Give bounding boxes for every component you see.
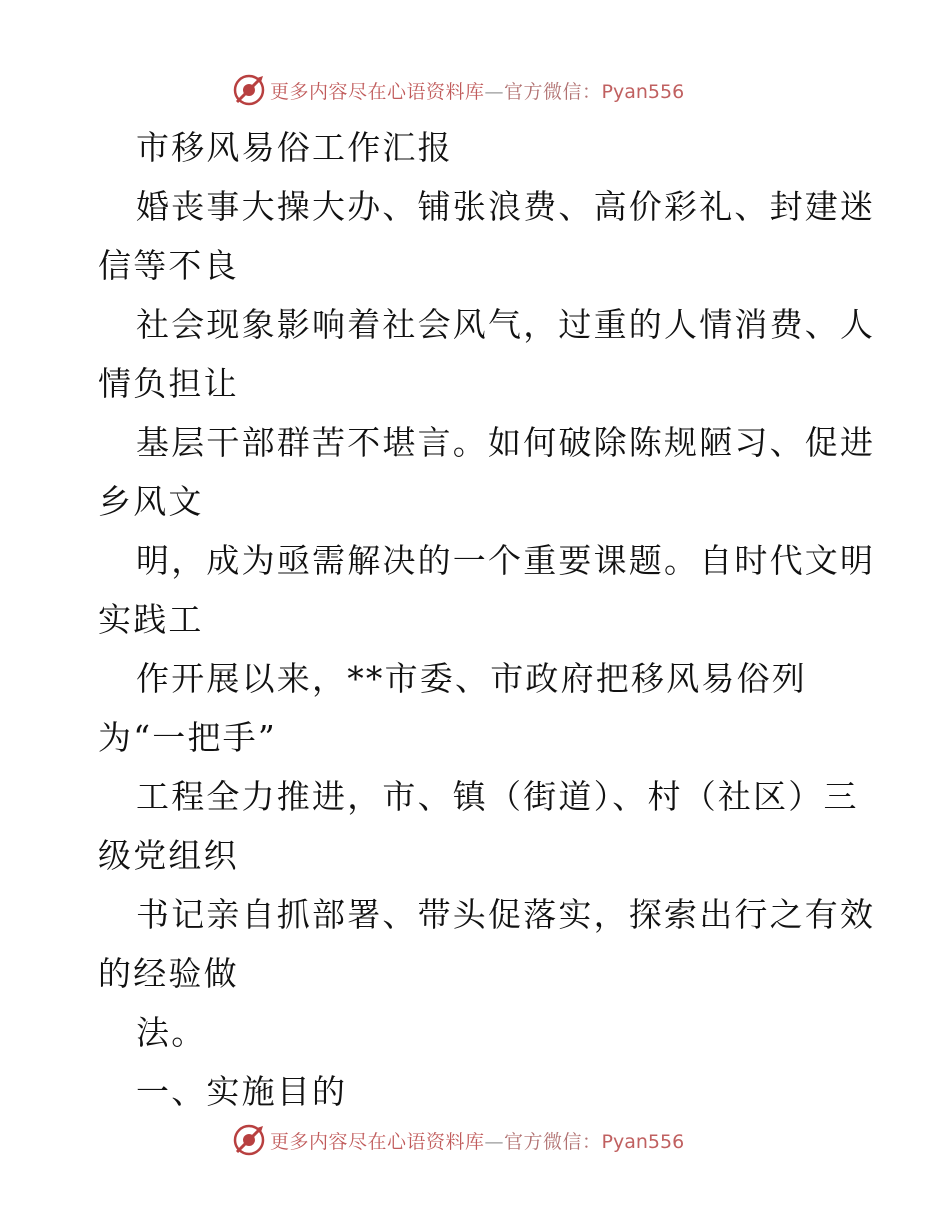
banner-wechat-label: 官方微信： (504, 1130, 602, 1153)
doc-line: 市移风易俗工作汇报 (136, 128, 453, 167)
banner-dash: — (484, 1130, 505, 1153)
section-heading: 一、实施目的 (136, 1072, 348, 1111)
banner-dash: — (484, 80, 505, 103)
banner-main-text: 更多内容尽在心语资料库 (270, 1130, 485, 1153)
banner-wechat-label: 官方微信： (504, 80, 602, 103)
header-banner (232, 72, 684, 108)
banner-wechat-id: Pyan556 (601, 1130, 685, 1153)
doc-line: 实践工 (98, 600, 204, 639)
doc-line: 基层干部群苦不堪言。如何破除陈规陋习、促进 (136, 423, 876, 462)
doc-line: 的经验做 (98, 954, 239, 993)
doc-line: 法。 (136, 1013, 207, 1052)
banner-wechat-id: Pyan556 (601, 80, 685, 103)
doc-line: 婚丧事大操大办、铺张浪费、高价彩礼、封建迷 (136, 187, 876, 226)
doc-line: 级党组织 (98, 836, 239, 875)
banner-main-text: 更多内容尽在心语资料库 (270, 80, 485, 103)
doc-line: 社会现象影响着社会风气，过重的人情消费、人 (136, 305, 876, 344)
doc-line: 工程全力推进，市、镇（街道）、村（社区）三 (136, 777, 859, 816)
doc-line: 作开展以来，**市委、市政府把移风易俗列 (136, 659, 807, 698)
doc-line: 为“一把手” (98, 718, 277, 757)
footer-banner (232, 1122, 684, 1158)
doc-line: 明，成为亟需解决的一个重要课题。自时代文明 (136, 541, 876, 580)
doc-line: 乡风文 (98, 482, 204, 521)
doc-line: 书记亲自抓部署、带头促落实，探索出行之有效 (136, 895, 876, 934)
pen-logo-icon (232, 73, 266, 107)
pen-logo-icon (232, 1123, 266, 1157)
document-body (98, 118, 876, 1121)
doc-line: 信等不良 (98, 246, 239, 285)
doc-line: 情负担让 (98, 364, 239, 403)
